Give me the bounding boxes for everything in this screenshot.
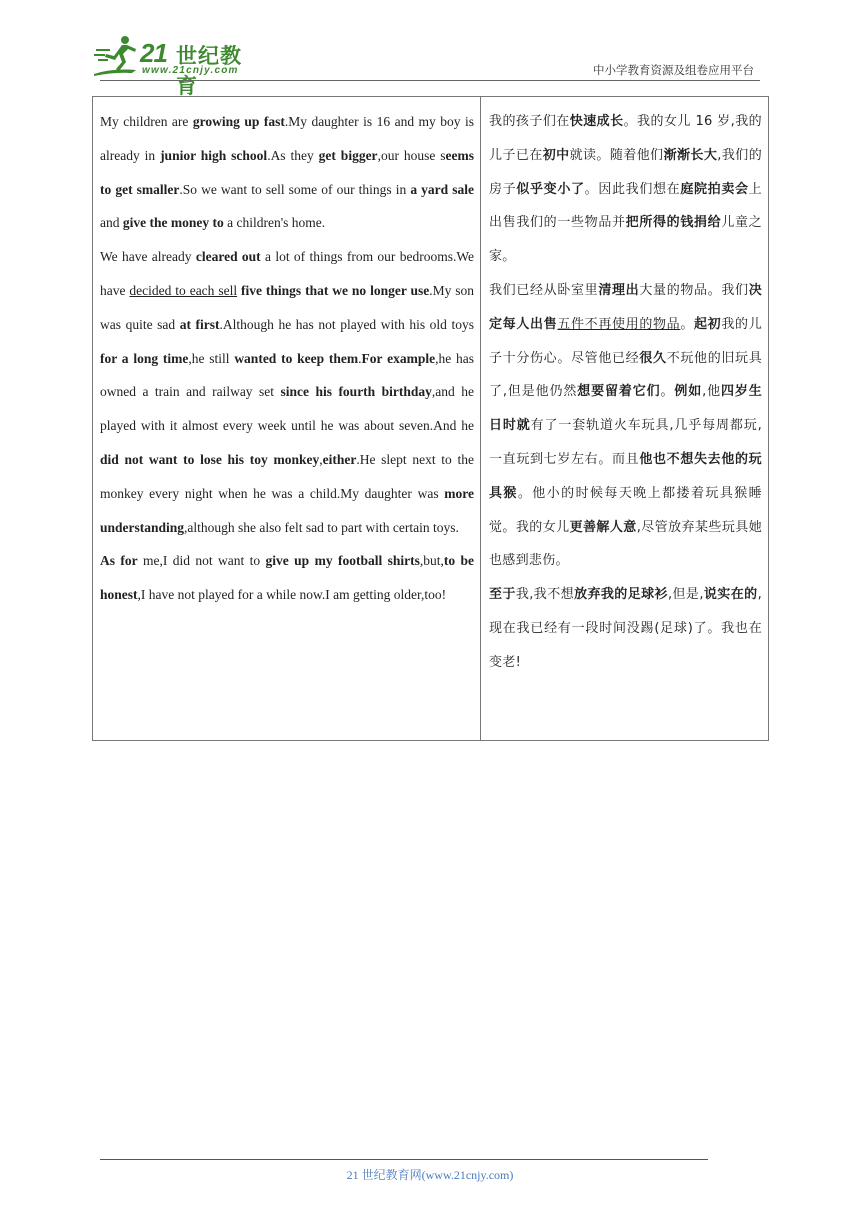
key-phrase: 渐渐长大 <box>663 147 718 163</box>
key-phrase: either <box>322 451 357 467</box>
text-run: ,and he played with it almost every week until he was about seven.And he <box>100 384 474 434</box>
key-phrase: more understanding <box>100 485 474 535</box>
key-phrase: 似乎变小了 <box>516 181 585 197</box>
key-phrase: 庭院拍卖会 <box>680 181 749 197</box>
key-phrase: 说实在的 <box>703 587 758 603</box>
text-run: . <box>358 350 362 366</box>
text-run: ,our house s <box>377 147 446 163</box>
key-phrase: 他也不想失去他的玩具猴 <box>489 451 762 501</box>
text-run: 儿童之家。 <box>489 215 762 265</box>
text-run: .He slept next to the monkey every night when he was a child.My daughter was <box>100 451 474 501</box>
text-run: My children are <box>100 114 193 129</box>
text-run: 她也感到悲伤。 <box>489 519 762 569</box>
key-phrase: to be honest <box>100 553 474 603</box>
text-run: .My daughter is 16 and my boy is already in <box>100 114 474 163</box>
english-paragraph-1 <box>100 105 474 240</box>
text-run: 。 <box>660 384 675 400</box>
text-run: ,尽管 <box>636 519 669 535</box>
text-run: part with certain toys <box>341 519 456 535</box>
key-phrase: 四岁生日时就 <box>489 384 762 434</box>
text-run: 我的儿子十分伤心。尽管他已经 <box>489 316 762 366</box>
key-phrase: junior high school <box>160 147 268 163</box>
chinese-column <box>481 97 768 740</box>
text-run: 我的孩子们在 <box>489 114 570 129</box>
text-run: 有了一套轨道火车玩具,几乎每周都玩,一直玩到七岁左右。而且 <box>489 418 762 467</box>
key-phrase: 放弃我的足球衫 <box>574 587 668 603</box>
english-paragraph-2 <box>100 240 474 544</box>
text-run: 我,我不想 <box>515 587 575 603</box>
logo-number: 21 <box>140 38 167 68</box>
text-run: ,he has owned a train and railway set <box>100 350 474 400</box>
chinese-paragraph-3 <box>489 578 762 679</box>
key-phrase: a yard sale <box>410 181 475 197</box>
text-run: a children's home. <box>223 215 326 231</box>
text-run: , <box>319 451 323 467</box>
text-run: ,他 <box>702 384 721 400</box>
chinese-paragraph-2 <box>489 274 762 578</box>
key-phrase: wanted to keep them <box>234 350 359 366</box>
platform-label: 中小学教育资源及组卷应用平台 <box>593 63 754 77</box>
text-run: We have already <box>100 249 196 265</box>
text-run: me,I did not want to <box>137 553 266 569</box>
text-run: and <box>100 215 123 231</box>
text-run: a lot of things from our bedrooms.We have <box>100 249 474 298</box>
text-run: 我们已经从卧室里 <box>489 282 599 298</box>
key-phrase: 很久 <box>639 350 667 366</box>
text-run: ,but, <box>419 553 444 569</box>
key-phrase: since his fourth birthday <box>280 384 432 400</box>
bilingual-table <box>92 96 769 741</box>
key-phrase: 想要留着它们 <box>577 384 661 400</box>
text-run: 就读。随着他们 <box>569 147 664 163</box>
text-run: .Although he has not played with his old toys <box>219 316 475 332</box>
text-run: .So we want to sell some of our things in <box>179 181 411 197</box>
key-phrase: growing up fast <box>192 114 285 129</box>
text-run: ,现在我已经有一段时间没踢(足球)了。我也在变老! <box>489 587 762 670</box>
text-run: .My son was quite sad <box>100 282 475 332</box>
key-phrase: get bigger <box>318 147 378 163</box>
key-phrase: 更善解人意 <box>569 519 637 535</box>
key-phrase: 起初 <box>694 316 722 332</box>
page-header <box>92 34 760 98</box>
text-run: 上出售我们的一些物品并 <box>489 181 762 231</box>
logo-url: www.21cnjy.com <box>142 65 239 76</box>
key-phrase: 快速成长 <box>569 114 624 129</box>
key-phrase: As for <box>100 553 138 569</box>
key-phrase: 把所得的钱捐给 <box>625 215 722 231</box>
key-phrase: for a long time <box>100 350 189 366</box>
key-phrase: eems to get smaller <box>100 147 475 197</box>
text-run: 放弃某些玩具 <box>668 519 749 535</box>
chinese-paragraph-1 <box>489 105 762 274</box>
key-phrase: 清理出 <box>598 282 640 298</box>
key-phrase: did not want to lose his toy monkey <box>100 451 320 467</box>
key-phrase: at first <box>179 316 220 332</box>
logo <box>92 34 262 98</box>
text-run: . <box>455 519 459 535</box>
footer-divider <box>100 1159 708 1160</box>
text-run: 。 <box>680 316 695 332</box>
key-phrase: give up my football shirts <box>265 553 420 569</box>
key-phrase: For example <box>361 350 436 366</box>
key-phrase: 决定每人出售 <box>489 282 763 332</box>
text-run: .As they <box>267 147 319 163</box>
text-run: 不玩他的旧玩具了,但是他仍然 <box>489 350 762 400</box>
key-phrase: five things that we no longer use <box>241 282 430 298</box>
english-paragraph-3 <box>100 544 474 612</box>
runner-logo-icon <box>92 34 144 78</box>
logo-text: 世纪教育 <box>176 44 242 98</box>
text-run: ,although she also felt sad to <box>184 519 342 535</box>
key-phrase: 初中 <box>542 147 570 163</box>
key-phrase: 至于 <box>489 587 516 603</box>
english-column <box>93 97 481 740</box>
text-run: 。我的女儿 16 岁,我的儿子已在 <box>489 114 762 163</box>
text-run: ,he still <box>188 350 235 366</box>
underlined-phrase: 五件不再使用的物品 <box>557 316 681 332</box>
text-run: ,我们的房子 <box>489 147 763 197</box>
text-run: 大量的物品。我们 <box>639 282 749 298</box>
text-run: 。因此我们想在 <box>584 181 681 197</box>
footer-source: 21 世纪教育网(www.21cnjy.com) <box>346 1168 514 1182</box>
text-run: ,但是, <box>667 587 704 603</box>
header-divider <box>100 80 760 81</box>
key-phrase: cleared out <box>195 249 261 265</box>
text-run: ,I have not played for a while now.I am getting older,too! <box>137 587 447 603</box>
key-phrase: give the money to <box>122 215 224 231</box>
key-phrase: 例如 <box>674 384 703 400</box>
text-run: 。他小的时候每天晚上都搂着玩具猴睡觉。我的女儿 <box>489 485 762 535</box>
underlined-phrase: decided to each sell <box>129 282 238 298</box>
